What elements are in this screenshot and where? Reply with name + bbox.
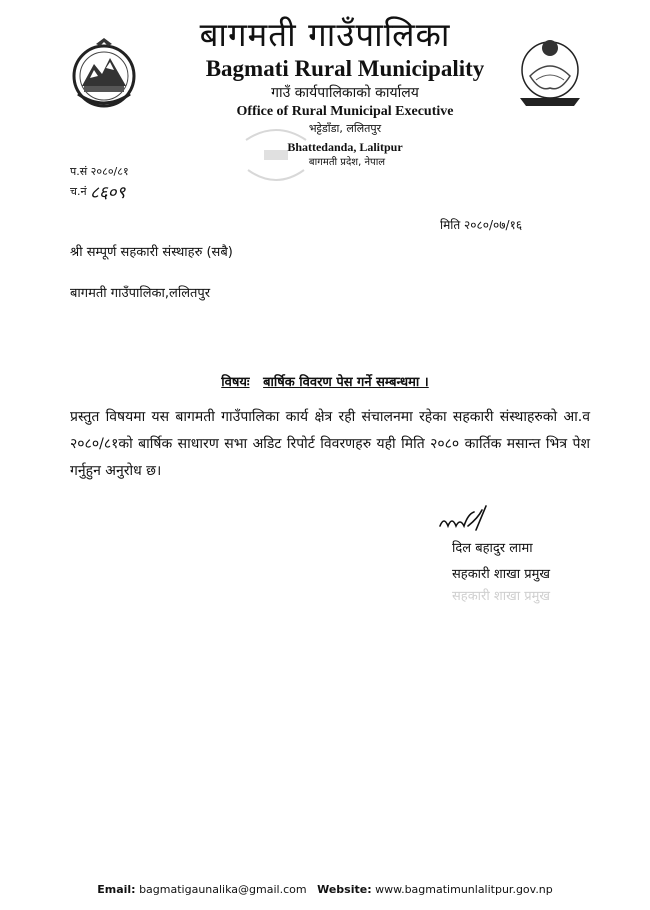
municipality-name-nepali: बागमती गाउँपालिका xyxy=(199,15,451,54)
letter-date: मिति २०८०/०७/१६ xyxy=(440,218,523,232)
dispatch-number-label: च.नं xyxy=(70,185,87,198)
addressee-line-1: श्री सम्पूर्ण सहकारी संस्थाहरु (सबै) xyxy=(70,245,233,260)
email-label: Email: xyxy=(97,883,136,896)
signer-stamp-ghost: सहकारी शाखा प्रमुख xyxy=(452,589,551,604)
subject-line xyxy=(0,372,650,390)
handwritten-signature xyxy=(438,504,498,538)
email-link[interactable]: bagmatigaunalika@gmail.com xyxy=(139,883,307,896)
subject-label: विषयः xyxy=(221,375,250,390)
footer-contact xyxy=(0,883,650,896)
addressee-line-2: बागमती गाउँपालिका,ललितपुर xyxy=(70,286,211,301)
website-link[interactable]: www.bagmatimunlalitpur.gov.np xyxy=(375,883,553,896)
website-label: Website: xyxy=(317,883,372,896)
address-nepali: भट्टेडाँडा, ललितपुर xyxy=(308,122,382,135)
office-name-english: Office of Rural Municipal Executive xyxy=(236,104,454,119)
province-nepali: बागमती प्रदेश, नेपाल xyxy=(308,157,386,168)
municipality-name-english: Bagmati Rural Municipality xyxy=(205,56,485,81)
signer-title: सहकारी शाखा प्रमुख xyxy=(452,567,551,582)
letter-body: प्रस्तुत विषयमा यस बागमती गाउँपालिका कार्य क्षेत्र रही संचालनमा रहेका सहकारी संस्थाहरुको आ.व २०८०/८१को बार्षिक साधारण सभा अडिट रिपोर्ट विवरणहरु यही मिति २०८० कार्तिक मसान्त भित्र पेश गर्नुहुन अनुरोध छ। xyxy=(70,409,590,479)
address-english: Bhattedanda, Lalitpur xyxy=(287,140,403,154)
dispatch-number-handwritten: ८६०९ xyxy=(90,183,126,203)
office-name-nepali: गाउँ कार्यपालिकाको कार्यालय xyxy=(271,85,419,101)
signer-name: दिल बहादुर लामा xyxy=(452,541,533,556)
reference-number: प.सं २०८०/८१ xyxy=(70,165,129,178)
subject-text: बार्षिक विवरण पेस गर्ने सम्बन्धमा । xyxy=(263,375,429,390)
